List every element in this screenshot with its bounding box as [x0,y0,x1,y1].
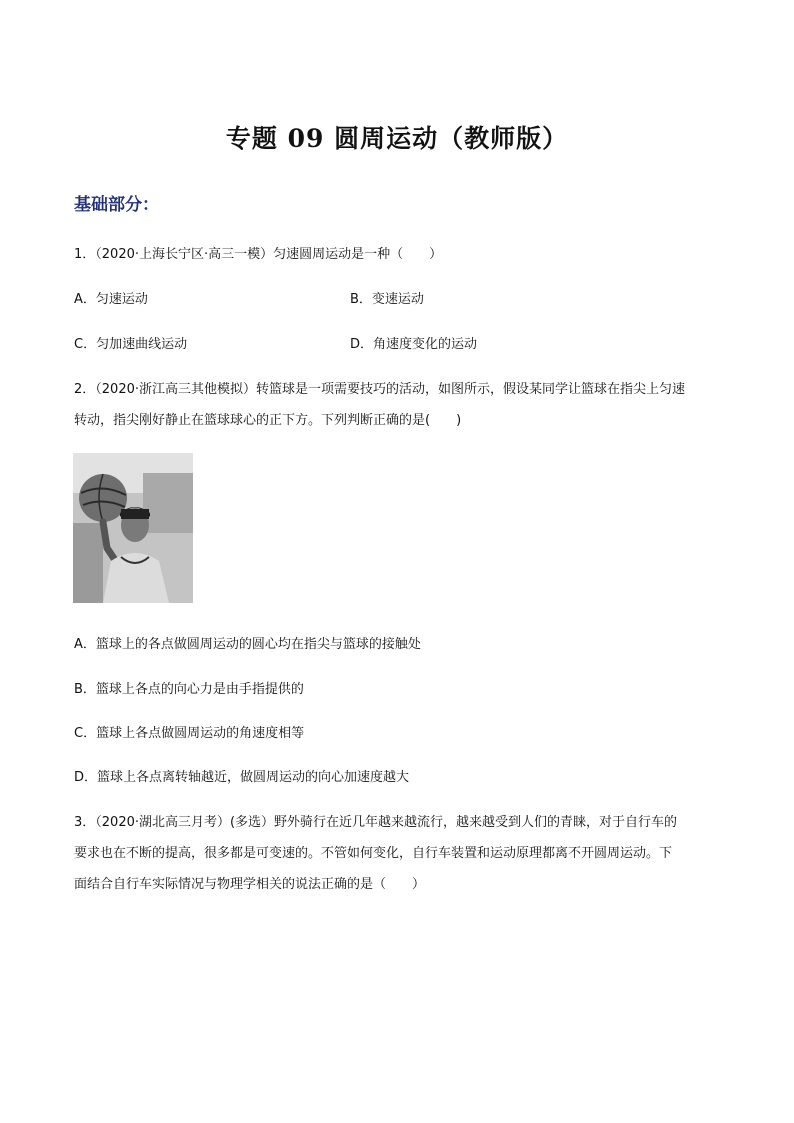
q1-option-a: A．匀速运动 [74,292,148,307]
basketball-spinning-photo [73,453,193,603]
q2-option-d: D．篮球上各点离转轴越近，做圆周运动的向心加速度越大 [74,770,410,785]
q3-stem-line1: 3．（2020·湖北高三月考）(多选）野外骑行在近几年越来越流行，越来越受到人们的青睐，对于自行车的 [74,815,678,830]
q2-option-a: A．篮球上的各点做圆周运动的圆心均在指尖与篮球的接触处 [74,637,421,652]
q1-option-b: B．变速运动 [350,292,424,307]
page-title: 专题 09 圆周运动（教师版） [225,124,569,153]
q1-option-d: D．角速度变化的运动 [350,337,478,352]
q2-stem-line2: 转动，指尖刚好静止在篮球球心的正下方。下列判断正确的是( ) [74,413,462,428]
q1-option-c: C．匀加速曲线运动 [74,337,188,352]
q3-stem-line3: 面结合自行车实际情况与物理学相关的说法正确的是（ ） [74,877,426,892]
q1-stem: 1．（2020·上海长宁区·高三一模）匀速圆周运动是一种（ ） [74,247,443,262]
q2-option-c: C．篮球上各点做圆周运动的角速度相等 [74,726,305,741]
q2-option-b: B．篮球上各点的向心力是由手指提供的 [74,682,304,697]
section-heading: 基础部分： [74,195,159,215]
q2-stem-line1: 2．（2020·浙江高三其他模拟）转篮球是一项需要技巧的活动，如图所示，假设某同学让篮球在指尖上匀速 [74,382,685,397]
q3-stem-line2: 要求也在不断的提高，很多都是可变速的。不管如何变化，自行车装置和运动原理都离不开圆周运动。下 [74,846,673,861]
